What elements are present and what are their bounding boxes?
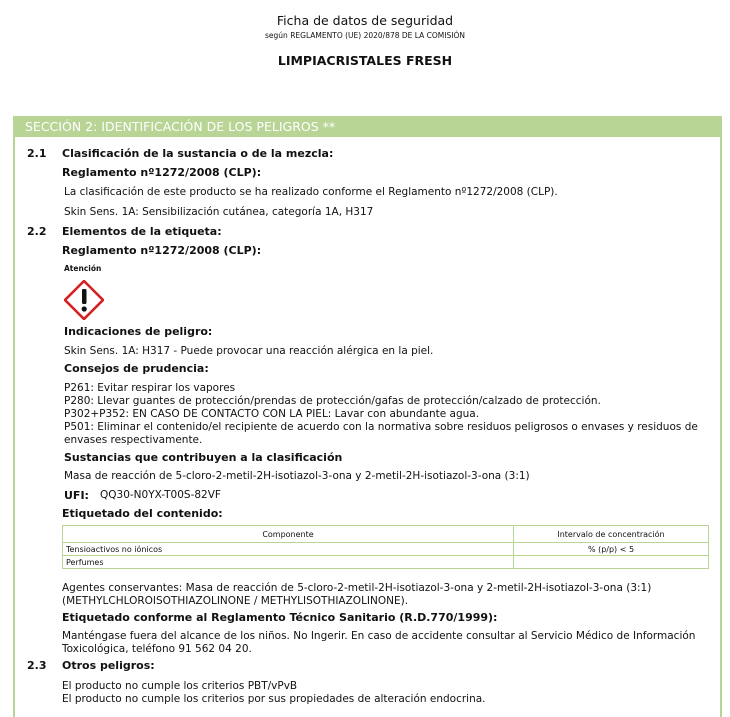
table-row xyxy=(63,543,709,556)
precaution-p261: P261: Evitar respirar los vapores xyxy=(64,382,236,394)
rd-text: Manténgase fuera del alcance de los niños. No Ingerir. En caso de accidente consultar al Servicio Médico de Información Toxicológica, teléfono 91 562 04 20. xyxy=(62,630,696,655)
precaution-p501: P501: Eliminar el contenido/el recipiente de acuerdo con la normativa sobre residuos peligrosos o envases y residuos de envases respectivamente. xyxy=(64,421,698,446)
endocrine-text: El producto no cumple los criterios por sus propiedades de alteración endocrina. xyxy=(62,693,486,705)
substances-heading: Sustancias que contribuyen a la clasificación xyxy=(64,451,343,464)
component-cell: Tensioactivos no iónicos xyxy=(63,543,514,556)
heading-classification: Clasificación de la sustancia o de la mezcla: xyxy=(62,147,334,160)
classification-text: La clasificación de este producto se ha realizado conforme el Reglamento nº1272/2008 (CLP). xyxy=(64,186,558,198)
section-header: SECCIÓN 2: IDENTIFICACIÓN DE LOS PELIGROS ** xyxy=(13,116,722,137)
table-row xyxy=(63,556,709,569)
ufi-value: QQ30-N0YX-T00S-82VF xyxy=(100,489,221,501)
document-subtitle: según REGLAMENTO (UE) 2020/878 DE LA COMISIÓN xyxy=(265,31,465,40)
document-title: Ficha de datos de seguridad xyxy=(276,13,454,28)
section-number-2-3: 2.3 xyxy=(27,659,47,672)
substances-text: Masa de reacción de 5-cloro-2-metil-2H-isotiazol-3-ona y 2-metil-2H-isotiazol-3-ona (3:1) xyxy=(64,470,530,482)
product-name: LIMPIACRISTALES FRESH xyxy=(277,53,453,68)
column-header-concentration: Intervalo de concentración xyxy=(514,526,709,543)
preservatives-text: Agentes conservantes: Masa de reacción de 5-cloro-2-metil-2H-isotiazol-3-ona y 2-metil-2H-isotiazol-3-ona (3:1) (METHYLCHLOROISOTHIAZOLINONE / METHYLISOTHIAZOLINONE). xyxy=(62,582,652,607)
precaution-p302: P302+P352: EN CASO DE CONTACTO CON LA PIEL: Lavar con abundante agua. xyxy=(64,408,480,420)
section-number-2-1: 2.1 xyxy=(27,147,47,160)
exclamation-mark-diamond-icon xyxy=(64,280,104,320)
skin-sens-text: Skin Sens. 1A: Sensibilización cutánea, categoría 1A, H317 xyxy=(64,206,374,218)
regulation-label: Reglamento nº1272/2008 (CLP): xyxy=(62,244,262,257)
precaution-p280: P280: Llevar guantes de protección/prendas de protección/gafas de protección/calzado de protección. xyxy=(64,395,601,407)
pbt-text: El producto no cumple los criterios PBT/vPvB xyxy=(62,680,298,692)
component-cell: Perfumes xyxy=(63,556,514,569)
table-header-row xyxy=(63,526,709,543)
rd-heading: Etiquetado conforme al Reglamento Técnico Sanitario (R.D.770/1999): xyxy=(62,611,498,624)
concentration-cell: % (p/p) < 5 xyxy=(514,543,709,556)
hazard-statements-heading: Indicaciones de peligro: xyxy=(64,325,213,338)
other-hazards-heading: Otros peligros: xyxy=(62,659,155,672)
content-table xyxy=(62,525,709,569)
column-header-component: Componente xyxy=(63,526,514,543)
section-number-2-2: 2.2 xyxy=(27,225,47,238)
content-labelling-heading: Etiquetado del contenido: xyxy=(62,507,223,520)
concentration-cell xyxy=(514,556,709,569)
ufi-label: UFI: xyxy=(64,489,89,502)
regulation-label: Reglamento nº1272/2008 (CLP): xyxy=(62,166,262,179)
hazard-statement: Skin Sens. 1A: H317 - Puede provocar una reacción alérgica en la piel. xyxy=(64,345,434,357)
signal-word: Atención xyxy=(64,264,102,273)
precautionary-heading: Consejos de prudencia: xyxy=(64,362,209,375)
heading-label-elements: Elementos de la etiqueta: xyxy=(62,225,222,238)
